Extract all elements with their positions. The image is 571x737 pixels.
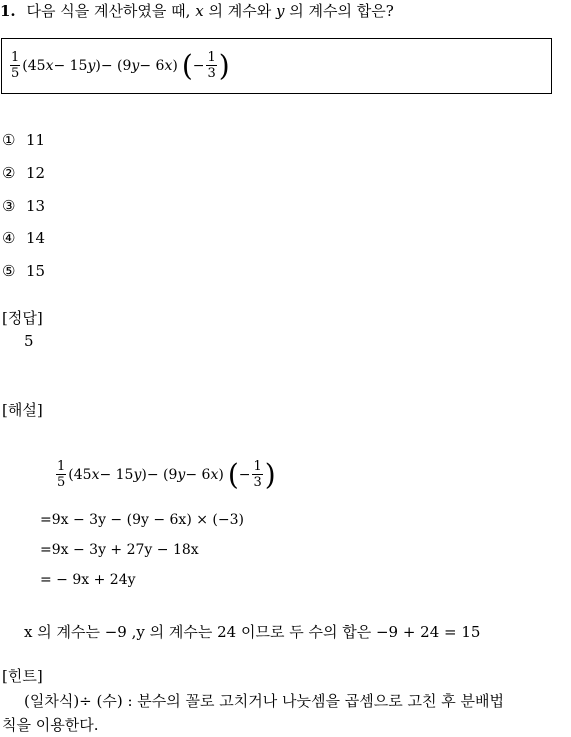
- expr-var: y: [131, 57, 140, 74]
- expr-var: y: [177, 466, 186, 483]
- option-value: 14: [26, 229, 46, 247]
- expr-part: ): [218, 466, 224, 483]
- option-value: 11: [26, 131, 46, 149]
- option-1[interactable]: [2, 131, 45, 149]
- big-paren-open: (: [181, 47, 193, 83]
- option-marker: ③: [2, 197, 16, 215]
- hint-line-1: (일차식)÷ (수) : 분수의 꼴로 고치거나 나눗셈을 곱셈으로 고친 후 분배법: [24, 692, 504, 710]
- expression-box: [1, 38, 552, 94]
- answer-value: 5: [24, 332, 34, 350]
- option-value: 12: [26, 164, 46, 182]
- expr-var: x: [45, 57, 54, 74]
- expr-part: (45: [68, 466, 92, 483]
- frac-numerator: 1: [207, 50, 216, 65]
- frac-denominator: 5: [57, 475, 66, 490]
- expr-part: − 15: [99, 466, 134, 483]
- solution-line-3: =9x − 3y + 27y − 18x: [40, 542, 199, 558]
- expr-var: y: [87, 57, 96, 74]
- frac-denominator: 5: [11, 66, 20, 81]
- expr-neg: −: [238, 466, 251, 483]
- expr-neg: −: [192, 57, 205, 74]
- expr-part: (45: [22, 57, 46, 74]
- frac-denominator: 3: [207, 66, 216, 81]
- option-3[interactable]: [2, 197, 45, 215]
- frac-numerator: 1: [11, 50, 20, 65]
- option-4[interactable]: [2, 229, 45, 247]
- option-marker: ①: [2, 131, 16, 149]
- option-marker: ④: [2, 229, 16, 247]
- option-2[interactable]: [2, 164, 45, 182]
- question-title: [0, 0, 394, 21]
- fraction-one-fifth: [10, 51, 20, 80]
- question-var-x: x: [195, 2, 204, 20]
- option-marker: ⑤: [2, 262, 16, 280]
- solution-conclusion: x 의 계수는 −9 ,y 의 계수는 24 이므로 두 수의 합은 −9 + 24 = 15: [24, 623, 481, 641]
- option-value: 15: [26, 262, 46, 280]
- fraction-one-third: [252, 460, 262, 489]
- solution-line-4: = − 9x + 24y: [40, 572, 136, 588]
- frac-numerator: 1: [57, 459, 66, 474]
- expression: [8, 47, 230, 83]
- expr-part: − (9: [100, 57, 132, 74]
- big-paren-close: ): [218, 47, 230, 83]
- expr-part: − 6: [185, 466, 211, 483]
- big-paren-open: (: [227, 456, 239, 492]
- expr-part: ): [172, 57, 178, 74]
- expr-part: ): [141, 466, 147, 483]
- expr-var: x: [164, 57, 173, 74]
- solution-line-1: [54, 456, 276, 492]
- expr-part: − (9: [146, 466, 178, 483]
- expr-part: ): [95, 57, 101, 74]
- question-text-b: 의 계수와: [208, 2, 272, 20]
- frac-denominator: 3: [253, 475, 262, 490]
- question-number: 1.: [0, 2, 16, 20]
- expr-var: y: [133, 466, 142, 483]
- frac-numerator: 1: [253, 459, 262, 474]
- expr-var: x: [91, 466, 100, 483]
- big-paren-close: ): [264, 456, 276, 492]
- solution-label: [해설]: [2, 401, 43, 419]
- question-text-a: 다음 식을 계산하였을 때,: [26, 2, 191, 20]
- expr-part: − 6: [139, 57, 165, 74]
- option-value: 13: [26, 197, 46, 215]
- expr-part: − 15: [53, 57, 88, 74]
- hint-line-2: 칙을 이용한다.: [2, 716, 99, 734]
- solution-line-2: =9x − 3y − (9y − 6x) × (−3): [40, 512, 244, 528]
- expr-var: x: [210, 466, 219, 483]
- hint-body: [2, 689, 568, 737]
- fraction-one-fifth: [56, 460, 66, 489]
- question-var-y: y: [275, 2, 285, 20]
- option-5[interactable]: [2, 262, 45, 280]
- hint-label: [힌트]: [2, 667, 43, 685]
- fraction-one-third: [206, 51, 216, 80]
- option-marker: ②: [2, 164, 16, 182]
- question-text-c: 의 계수의 합은?: [289, 2, 394, 20]
- answer-label: [정답]: [2, 309, 43, 327]
